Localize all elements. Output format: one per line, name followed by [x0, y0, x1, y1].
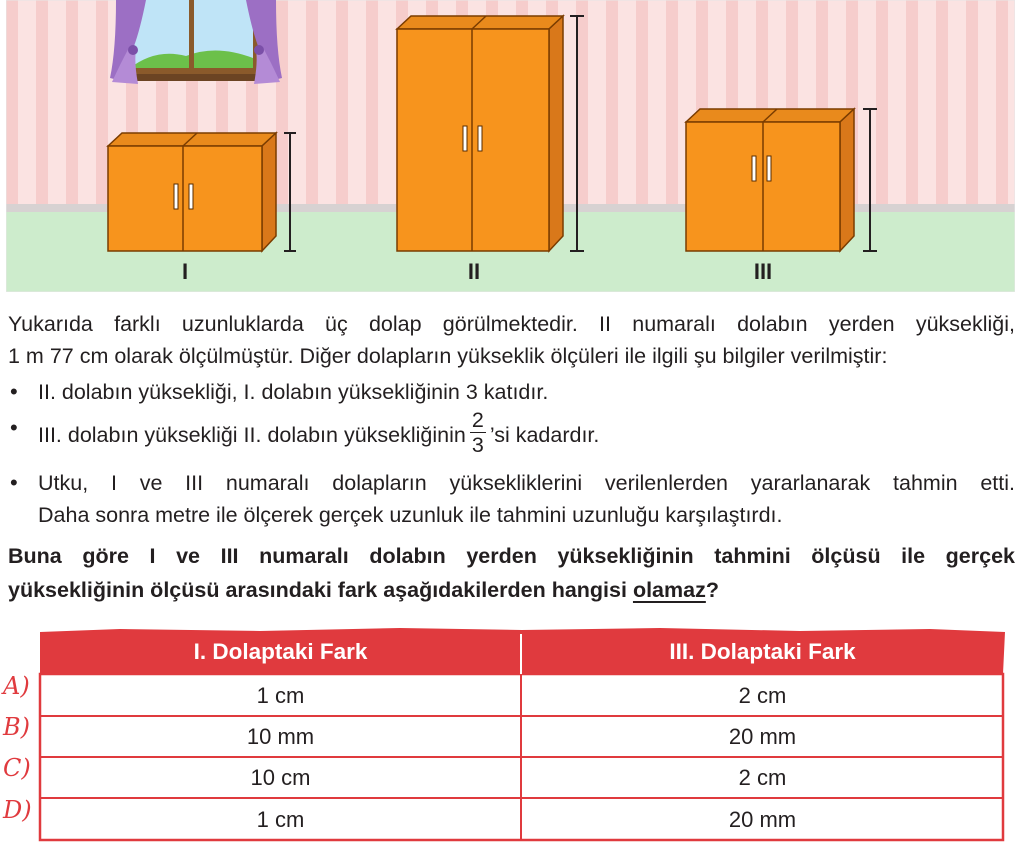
- row-c-cabinet-i: 10 cm: [250, 765, 311, 790]
- row-d-cabinet-iii: 20 mm: [728, 807, 797, 832]
- fraction-denominator: 3: [471, 433, 484, 457]
- cabinet-i: [108, 133, 296, 251]
- cabinet-label-ii: II: [467, 259, 481, 284]
- fraction-numerator: 2: [471, 408, 484, 432]
- row-b-cabinet-i: 10 mm: [246, 724, 315, 749]
- cabinet-ii: [397, 16, 584, 251]
- bullet-3: [8, 467, 1015, 531]
- option-b-label[interactable]: B): [3, 713, 30, 741]
- cabinets-illustration: [6, 0, 1015, 292]
- cabinet-iii: [686, 109, 877, 251]
- row-b-cabinet-iii: 20 mm: [728, 724, 797, 749]
- bullet-3-line-1: • Utku, I ve III numaralı dolapların yüksekliklerini verilenlerden yararlanarak tahmin etti.: [38, 471, 1015, 495]
- bullet-2-suffix: ’si kadardır.: [489, 423, 600, 448]
- answer-table: [0, 622, 1025, 847]
- question-mark: ?: [705, 578, 719, 602]
- cabinet-label-i: I: [181, 259, 189, 284]
- option-a-label[interactable]: A): [3, 672, 30, 700]
- cabinet-label-iii: III: [753, 259, 773, 284]
- bullet-2: [8, 408, 1015, 461]
- header-cabinet-i-diff: I. Dolaptaki Fark: [193, 639, 368, 664]
- question-line-2: yüksekliğinin ölçüsü arasındaki fark aşağıdakilerden hangisi: [8, 578, 627, 602]
- given-info-list: [8, 376, 1015, 531]
- bullet-1: • II. dolabın yüksekliği, I. dolabın yüksekliğinin 3 katıdır.: [8, 376, 1015, 408]
- intro-line-2: 1 m 77 cm olarak ölçülmüştür. Diğer dolapların yükseklik ölçüleri ile ilgili şu bilgiler verilmiştir:: [8, 344, 888, 368]
- row-a-cabinet-iii: 2 cm: [738, 683, 787, 708]
- fraction-two-thirds: [470, 408, 486, 457]
- intro-line-1: Yukarıda farklı uzunluklarda üç dolap görülmektedir. II numaralı dolabın yerden yüksekliği,: [8, 312, 1015, 336]
- question-emphasis: olamaz: [632, 578, 706, 602]
- problem-text: [8, 308, 1015, 607]
- question-line-1: Buna göre I ve III numaralı dolabın yerden yüksekliğinin tahmini ölçüsü ile gerçek: [8, 544, 1015, 568]
- option-d-label[interactable]: D): [3, 796, 32, 824]
- header-cabinet-iii-diff: III. Dolaptaki Fark: [669, 639, 856, 664]
- window: [110, 0, 282, 84]
- question: [8, 539, 1015, 607]
- row-d-cabinet-i: 1 cm: [256, 807, 305, 832]
- option-c-label[interactable]: C): [3, 754, 31, 782]
- row-c-cabinet-iii: 2 cm: [738, 765, 787, 790]
- bullet-2-text: III. dolabın yüksekliği II. dolabın yüksekliğinin: [38, 423, 466, 448]
- bullet-3-line-2: Daha sonra metre ile ölçerek gerçek uzunluk ile tahmini uzunluğu karşılaştırdı.: [38, 503, 783, 527]
- row-a-cabinet-i: 1 cm: [256, 683, 305, 708]
